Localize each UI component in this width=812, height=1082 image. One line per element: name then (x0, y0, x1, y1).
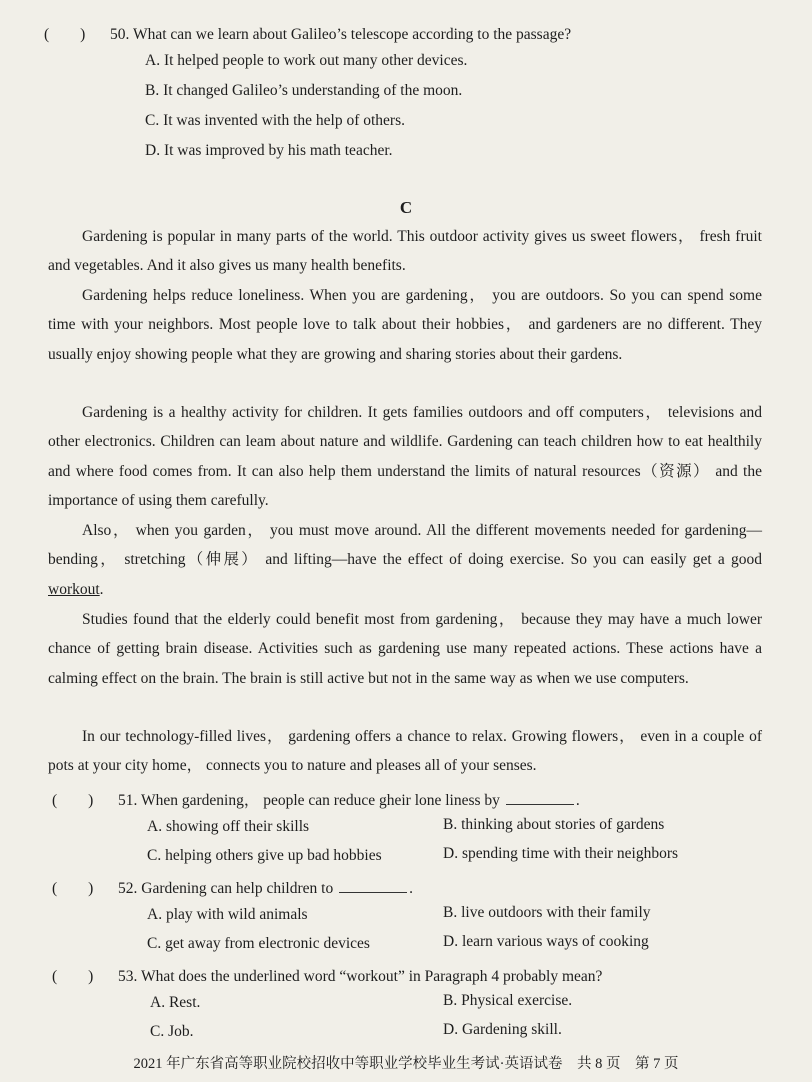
option-c: C. It was invented with the help of others. (145, 112, 406, 129)
question-stem: Gardening can help children to (141, 880, 334, 897)
option-c: C. helping others give up bad hobbies (147, 847, 382, 864)
question-stem: What can we learn about Galileo’s telescope according to the passage? (132, 26, 572, 43)
paragraph-1: Gardening is popular in many parts of the world. This outdoor activity gives us sweet flowers， fresh fruit and vegetables. And it also gives us many health benefits. (48, 228, 762, 275)
option-d: D. spending time with their neighbors (443, 845, 679, 862)
option-c: C. Job. (150, 1023, 194, 1040)
answer-blank (339, 880, 407, 893)
option-a: A. It helped people to work out many other devices. (145, 52, 468, 69)
answer-bracket: ( ) (44, 26, 86, 43)
option-a: A. Rest. (150, 994, 201, 1011)
underlined-word: workout (48, 580, 100, 598)
question-number: 53. (118, 968, 138, 985)
question-52 (52, 876, 413, 898)
question-number: 52. (118, 880, 138, 897)
paragraph-4 (48, 516, 762, 604)
question-stem: When gardening， people can reduce gheir lone liness by (140, 792, 500, 809)
option-b: B. live outdoors with their family (443, 904, 651, 921)
option-a: A. showing off their skills (147, 818, 310, 835)
question-51 (52, 788, 580, 810)
answer-bracket: ( ) (52, 792, 94, 809)
option-a: A. play with wild animals (147, 906, 308, 923)
paragraph-3: Gardening is a healthy activity for children. It gets families outdoors and off computers， televisions and other electronics. Children can leam about nature and wildlife. Gardening can teach children how to eat healthily and where food comes from. It can also help them understand the limits of natural resources（资源） and the importance of using them carefully. (48, 404, 762, 509)
question-number: 50. (110, 26, 130, 43)
answer-bracket: ( ) (52, 880, 94, 897)
question-end: . (575, 792, 580, 809)
option-d: D. learn various ways of cooking (443, 933, 649, 950)
page-footer: 2021 年广东省高等职业院校招收中等职业学校毕业生考试·英语试卷 共 8 页 第 7 页 (133, 1056, 679, 1072)
question-number: 51. (118, 792, 138, 809)
answer-bracket: ( ) (52, 968, 94, 985)
paragraph-5: Studies found that the elderly could benefit most from gardening， because they may have a much lower chance of getting brain disease. Activities such as gardening use many repeated actions. These actions have a calming effect on the brain. The brain is still active but not in the same way as when we use computers. (48, 611, 762, 687)
paragraph-6: In our technology-filled lives， gardening offers a chance to relax. Growing flowers， even in a couple of pots at your city home， connects you to nature and pleases all of your senses. (48, 728, 762, 775)
question-53 (52, 964, 602, 986)
section-letter: C (399, 198, 413, 217)
option-d: D. Gardening skill. (443, 1021, 562, 1038)
paragraph-2: Gardening helps reduce loneliness. When you are gardening， you are outdoors. So you can spend some time with your neighbors. Most people love to talk about their hobbies， and gardeners are no different. They usually enjoy showing people what they are growing and sharing stories about their gardens. (48, 287, 762, 363)
option-b: B. It changed Galileo’s understanding of the moon. (145, 82, 463, 99)
question-end: . (409, 880, 413, 897)
option-b: B. thinking about stories of gardens (443, 816, 665, 833)
paragraph-4-end: . (99, 580, 104, 598)
option-d: D. It was improved by his math teacher. (145, 142, 393, 159)
option-b: B. Physical exercise. (443, 992, 573, 1009)
answer-blank (506, 792, 574, 805)
paragraph-4-text: Also， when you garden， you must move around. All the different movements needed for gardening—bending， stretching（伸展） and lifting—have the effect of doing exercise. So you can easily get a good (48, 522, 762, 569)
option-c: C. get away from electronic devices (147, 935, 370, 952)
question-stem: What does the underlined word “workout” in Paragraph 4 probably mean? (140, 968, 603, 985)
question-50 (44, 22, 571, 44)
